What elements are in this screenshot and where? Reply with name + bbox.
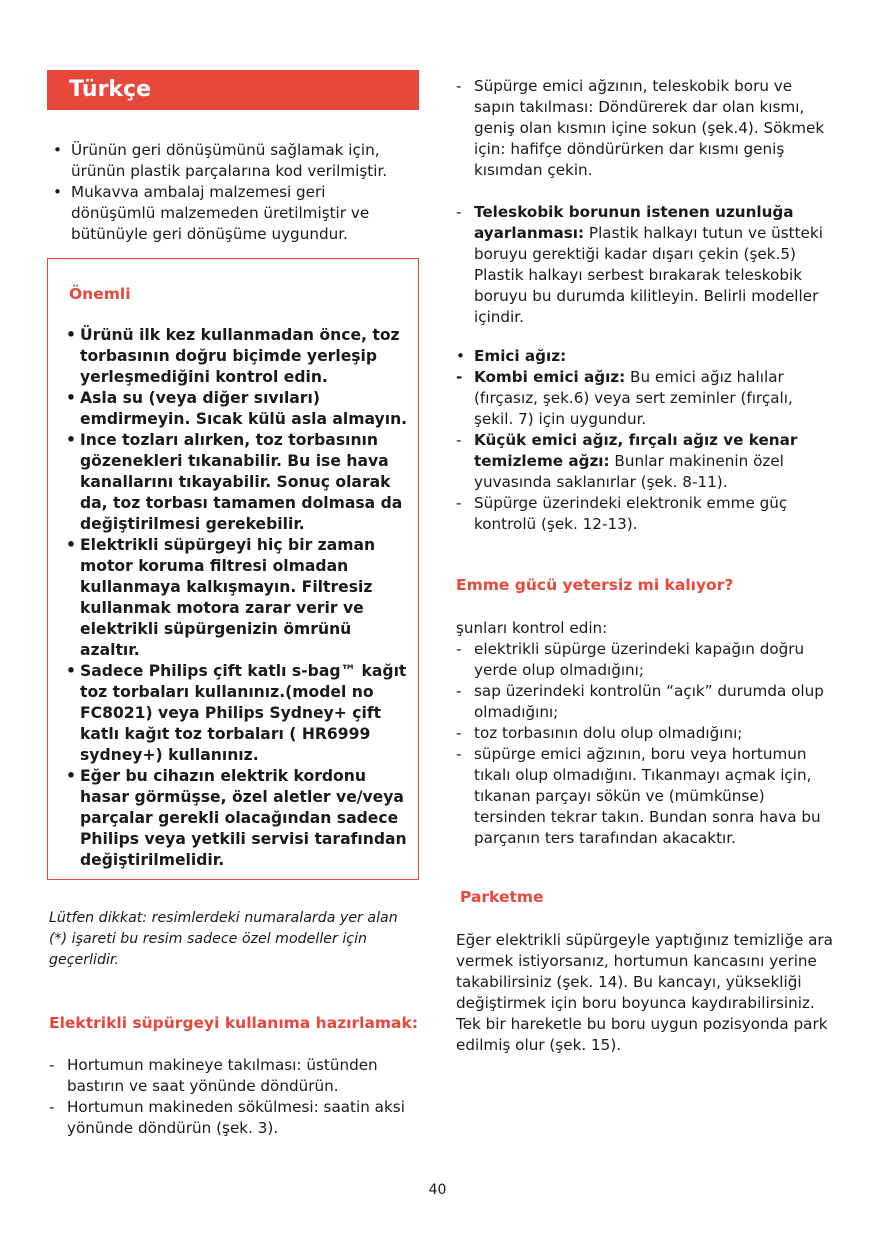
- list-item: • Asla su (veya diğer sıvıları) emdirmeyin. Sıcak külü asla almayın.: [66, 389, 408, 428]
- check-list: [456, 639, 836, 849]
- list-item: • Elektrikli süpürgeyi hiç bir zaman motor koruma filtresi olmadan kullanmaya kalkışmayın. Filtresiz kullanmak motora zarar verir ve elektrikli süpürgenizin ömrünü azaltır.: [66, 536, 376, 659]
- section-title: Türkçe: [69, 77, 152, 102]
- list-item: - sap üzerindeki kontrolün “açık” durumda olup olmadığını;: [456, 682, 824, 721]
- park-heading: Parketme: [460, 888, 544, 906]
- prep-heading: Elektrikli süpürgeyi kullanıma hazırlamak:: [49, 1014, 419, 1032]
- important-title: Önemli: [69, 285, 131, 303]
- important-box: [47, 258, 419, 880]
- list-item: - Kombi emici ağız: Bu emici ağız halılar (fırçasız, şek.6) veya sert zeminler (fırçalı, şekil. 7) için uygundur.: [456, 368, 793, 428]
- list-item: - Hortumun makineye takılması: üstünden bastırın ve saat yönünde döndürün.: [49, 1056, 378, 1095]
- list-item: - toz torbasının dolu olup olmadığını;: [456, 724, 743, 742]
- section-header-bar: [47, 70, 419, 110]
- list-item: - Küçük emici ağız, fırçalı ağız ve kenar temizleme ağzı: Bunlar makinenin özel yuvasında saklanırlar (şek. 8-11).: [456, 431, 798, 491]
- list-item: • Emici ağız:: [456, 347, 567, 365]
- check-intro: şunları kontrol edin:: [456, 619, 608, 637]
- list-item: • Ürünün geri dönüşümünü sağlamak için, ürünün plastik parçalarına kod verilmiştir.: [53, 141, 388, 180]
- list-item: - Süpürge üzerindeki elektronik emme güç kontrolü (şek. 12-13).: [456, 494, 788, 533]
- list-item: - Hortumun makineden sökülmesi: saatin aksi yönünde döndürün (şek. 3).: [49, 1098, 405, 1137]
- page-number: 40: [428, 1182, 447, 1198]
- list-item: • Ince tozları alırken, toz torbasının gözenekleri tıkanabilir. Bu ise hava kanallarını tıkayabilir. Sonuç olarak da, toz torbası tamamen dolmasa da değiştirilmesi gerekebilir.: [66, 431, 403, 533]
- list-item: - Teleskobik borunun istenen uzunluğa ayarlanması: Plastik halkayı tutun ve üstteki boruyu gerektiği kadar dışarı çekin (şek.5) Plastik halkayı serbest bırakarak teleskobik boruyu bu durumda kilitleyin. Belirli modeller içindir.: [456, 203, 823, 326]
- list-item: • Mukavva ambalaj malzemesi geri dönüşümlü malzemeden üretilmiştir ve bütünüyle geri dönüşüme uygundur.: [53, 183, 370, 243]
- telescopic-list: [456, 202, 836, 328]
- list-item: • Sadece Philips çift katlı s-bag™ kağıt toz torbaları kullanınız.(model no FC8021) veya Philips Sydney+ çift katlı kağıt toz torbaları ( HR6999 sydney+) kullanınız.: [66, 662, 407, 764]
- nozzle-list: [456, 346, 836, 535]
- park-text: Eğer elektrikli süpürgeyle yaptığınız temizliğe ara vermek istiyorsanız, hortumun kancasını yerine takabilirsiniz (şek. 14). Bu kancayı, yüksekliği değiştirmek için boru boyunca kaydırabilirsiniz. Tek bir hareketle bu boru uygun pozisyonda park edilmiş olur (şek. 15).: [456, 931, 833, 1054]
- prep-list: [49, 1055, 409, 1139]
- suction-heading: Emme gücü yetersiz mi kalıyor?: [456, 576, 734, 594]
- list-item: - süpürge emici ağzının, boru veya hortumun tıkalı olup olmadığını. Tıkanmayı açmak için, tıkanan parçayı sökün ve (mümkünse) tersinden tekrar takın. Bundan sonra hava bu parçanın ters tarafından akacaktır.: [456, 745, 821, 847]
- list-item: • Ürünü ilk kez kullanmadan önce, toz torbasının doğru biçimde yerleşip yerleşmediğini kontrol edin.: [66, 326, 400, 386]
- figure-note: Lütfen dikkat: resimlerdeki numaralarda yer alan (*) işareti bu resim sadece özel modeller için geçerlidir.: [49, 910, 398, 968]
- important-list: [66, 325, 411, 871]
- list-item: • Eğer bu cihazın elektrik kordonu hasar görmüşse, özel aletler ve/veya parçalar gerekli olacağından sadece Philips veya yetkili servisi tarafından değiştirilmelidir.: [66, 767, 407, 869]
- list-item: - elektrikli süpürge üzerindeki kapağın doğru yerde olup olmadığını;: [456, 640, 805, 679]
- tube-list: [456, 76, 836, 181]
- intro-bullet-list: [53, 140, 413, 245]
- list-item: - Süpürge emici ağzının, teleskobik boru ve sapın takılması: Döndürerek dar olan kısmı, geniş olan kısmın içine sokun (şek.4). Sökmek için: hafifçe döndürürken dar kısmı geniş kısımdan çekin.: [456, 77, 825, 179]
